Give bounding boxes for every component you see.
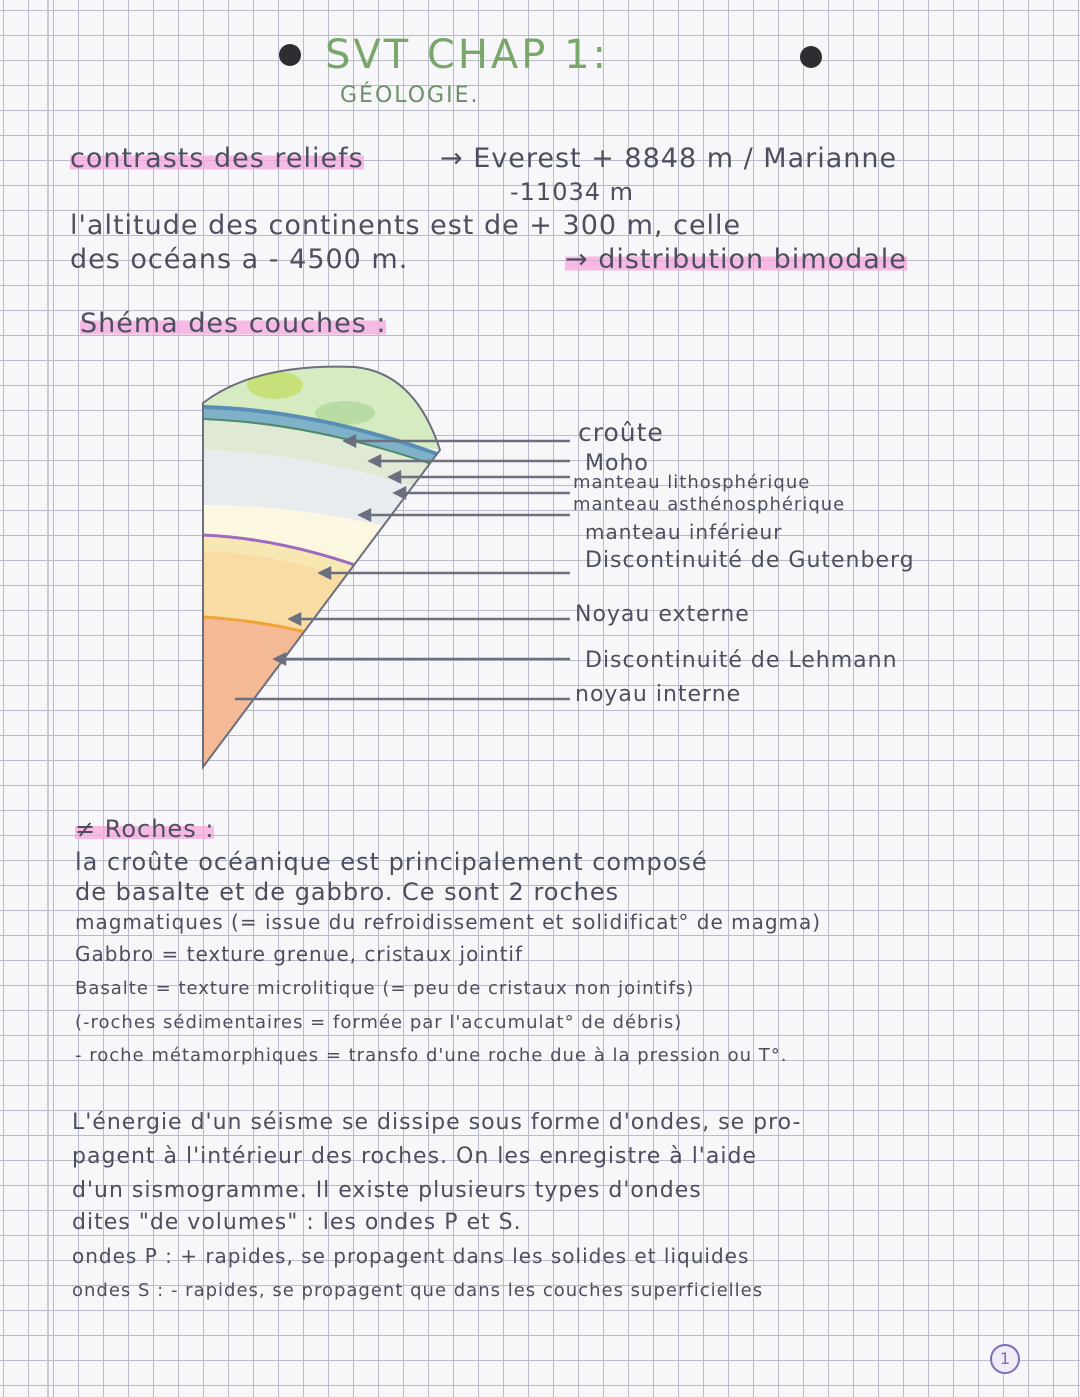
page-subtitle: GÉOLOGIE. (340, 83, 480, 108)
rocks-heading-text: ≠ Roches : (75, 815, 215, 843)
rocks-line-2: de basalte et de gabbro. Ce sont 2 roches (75, 878, 620, 906)
rocks-heading (75, 815, 214, 843)
earth-wedge (195, 355, 455, 775)
schema-heading-text: Shéma des couches : (80, 308, 387, 339)
rocks-line-3: magmatiques (= issue du refroidissement et solidificat° de magma) (75, 910, 822, 934)
seism-line-6: ondes S : - rapides, se propagent que dans les couches superficielles (72, 1280, 764, 1301)
relief-highlight: contrasts des reliefs (70, 143, 364, 174)
intro-line-1-right: → Everest + 8848 m / Marianne (440, 143, 898, 174)
seism-line-5: ondes P : + rapides, se propagent dans les solides et liquides (72, 1244, 750, 1268)
rocks-line-7: - roche métamorphiques = transfo d'une roche due à la pression ou T°. (75, 1045, 788, 1066)
page-number: 1 (990, 1344, 1020, 1374)
label-manteau-lithospherique: manteau lithosphérique (573, 472, 811, 493)
continent-patch (247, 371, 303, 399)
rocks-line-6: (-roches sédimentaires = formée par l'accumulat° de débris) (75, 1012, 683, 1033)
punch-hole-right (800, 46, 822, 68)
label-moho: Moho (585, 451, 649, 476)
label-manteau-asthenospherique: manteau asthénosphérique (573, 494, 846, 515)
intro-line-2: -11034 m (510, 178, 635, 206)
inner-core (195, 617, 440, 775)
seism-line-4: dites "de volumes" : les ondes P et S. (72, 1210, 522, 1235)
rocks-line-1: la croûte océanique est principalement composé (75, 848, 708, 876)
schema-heading (80, 308, 386, 339)
intro-line-4-left: des océans a - 4500 m. (70, 244, 409, 275)
label-lehmann: Discontinuité de Lehmann (585, 648, 898, 673)
label-gutenberg: Discontinuité de Gutenberg (585, 548, 915, 573)
label-noyau-interne: noyau interne (575, 682, 742, 707)
intro-line-3: l'altitude des continents est de + 300 m, celle (70, 210, 742, 241)
margin-line (47, 0, 49, 1397)
intro-line-1-left (70, 143, 364, 174)
punch-hole-left (279, 44, 301, 66)
label-manteau-inferieur: manteau inférieur (585, 520, 783, 544)
bimodal-highlight: → distribution bimodale (565, 244, 907, 275)
seism-line-3: d'un sismogramme. Il existe plusieurs types d'ondes (72, 1178, 702, 1203)
intro-line-4-right (565, 244, 907, 275)
label-croute: croûte (578, 418, 664, 447)
rocks-line-5: Basalte = texture microlitique (= peu de cristaux non jointifs) (75, 978, 695, 999)
label-noyau-externe: Noyau externe (575, 602, 750, 627)
seism-line-2: pagent à l'intérieur des roches. On les enregistre à l'aide (72, 1144, 757, 1169)
page-title: SVT CHAP 1: (325, 32, 610, 78)
rocks-line-4: Gabbro = texture grenue, cristaux jointif (75, 942, 524, 966)
seism-line-1: L'énergie d'un séisme se dissipe sous forme d'ondes, se pro- (72, 1110, 802, 1135)
